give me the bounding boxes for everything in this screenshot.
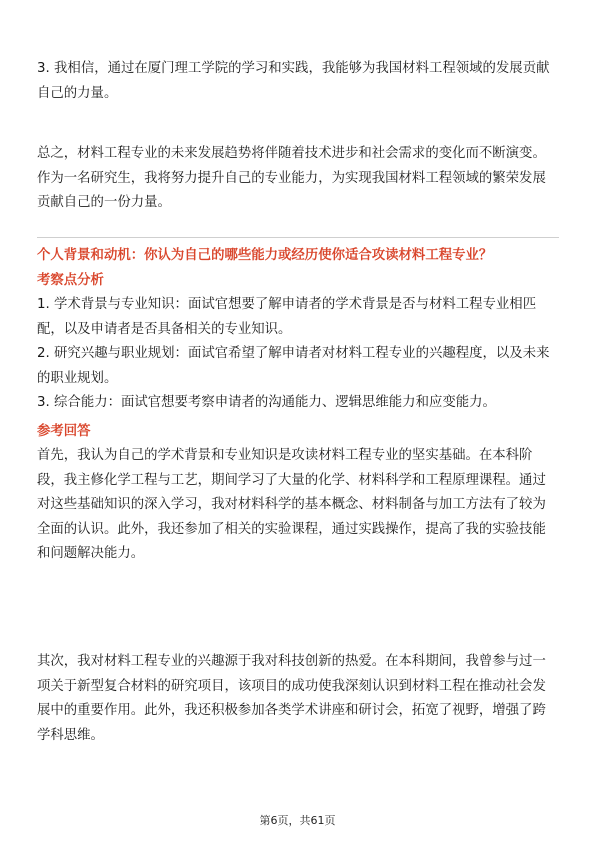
analysis-item-1: 1. 学术背景与专业知识：面试官想要了解申请者的学术背景是否与材料工程专业相匹配，以及申请者是否具备相关的专业知识。 [37, 297, 537, 337]
summary-paragraph [37, 142, 559, 216]
intro-item-3-text: 3. 我相信，通过在厦门理工学院的学习和实践，我能够为我国材料工程领域的发展贡献自己的力量。 [37, 61, 550, 101]
analysis-item-3: 3. 综合能力：面试官想要考察申请者的沟通能力、逻辑思维能力和应变能力。 [37, 395, 496, 410]
answer-paragraph-1: 首先，我认为自己的学术背景和专业知识是攻读材料工程专业的坚实基础。在本科阶段，我主修化学工程与工艺，期间学习了大量的化学、材料科学和工程原理课程。通过对这些基础知识的深入学习，我对材料科学的基本概念、材料制备与加工方法有了较为全面的认识。此外，我还参加了相关的实验课程，通过实践操作，提高了我的实验技能和问题解决能力。 [37, 448, 546, 561]
answer-paragraph-2-block [37, 650, 559, 748]
analysis-item-2: 2. 研究兴趣与职业规划：面试官希望了解申请者对材料工程专业的兴趣程度，以及未来的职业规划。 [37, 346, 550, 386]
answer-paragraph-2: 其次，我对材料工程专业的兴趣源于我对科技创新的热爱。在本科期间，我曾参与过一项关于新型复合材料的研究项目，该项目的成功使我深刻认识到材料工程在推动社会发展中的重要作用。此外，我还积极参加各类学术讲座和研讨会，拓宽了视野，增强了跨学科思维。 [37, 654, 546, 743]
summary-text: 总之，材料工程专业的未来发展趋势将伴随着技术进步和社会需求的变化而不断演变。作为一名研究生，我将努力提升自己的专业能力，为实现我国材料工程领域的繁荣发展贡献自己的一份力量。 [37, 146, 546, 210]
page-number: 第6页，共61页 [259, 814, 336, 827]
question-title: 个人背景和动机：你认为自己的哪些能力或经历使你适合攻读材料工程专业？ [37, 248, 493, 263]
answer-heading: 参考回答 [37, 423, 91, 439]
analysis-heading: 考察点分析 [37, 272, 104, 288]
section-divider [37, 237, 559, 238]
intro-item-3 [37, 57, 559, 106]
question-section [37, 244, 559, 567]
